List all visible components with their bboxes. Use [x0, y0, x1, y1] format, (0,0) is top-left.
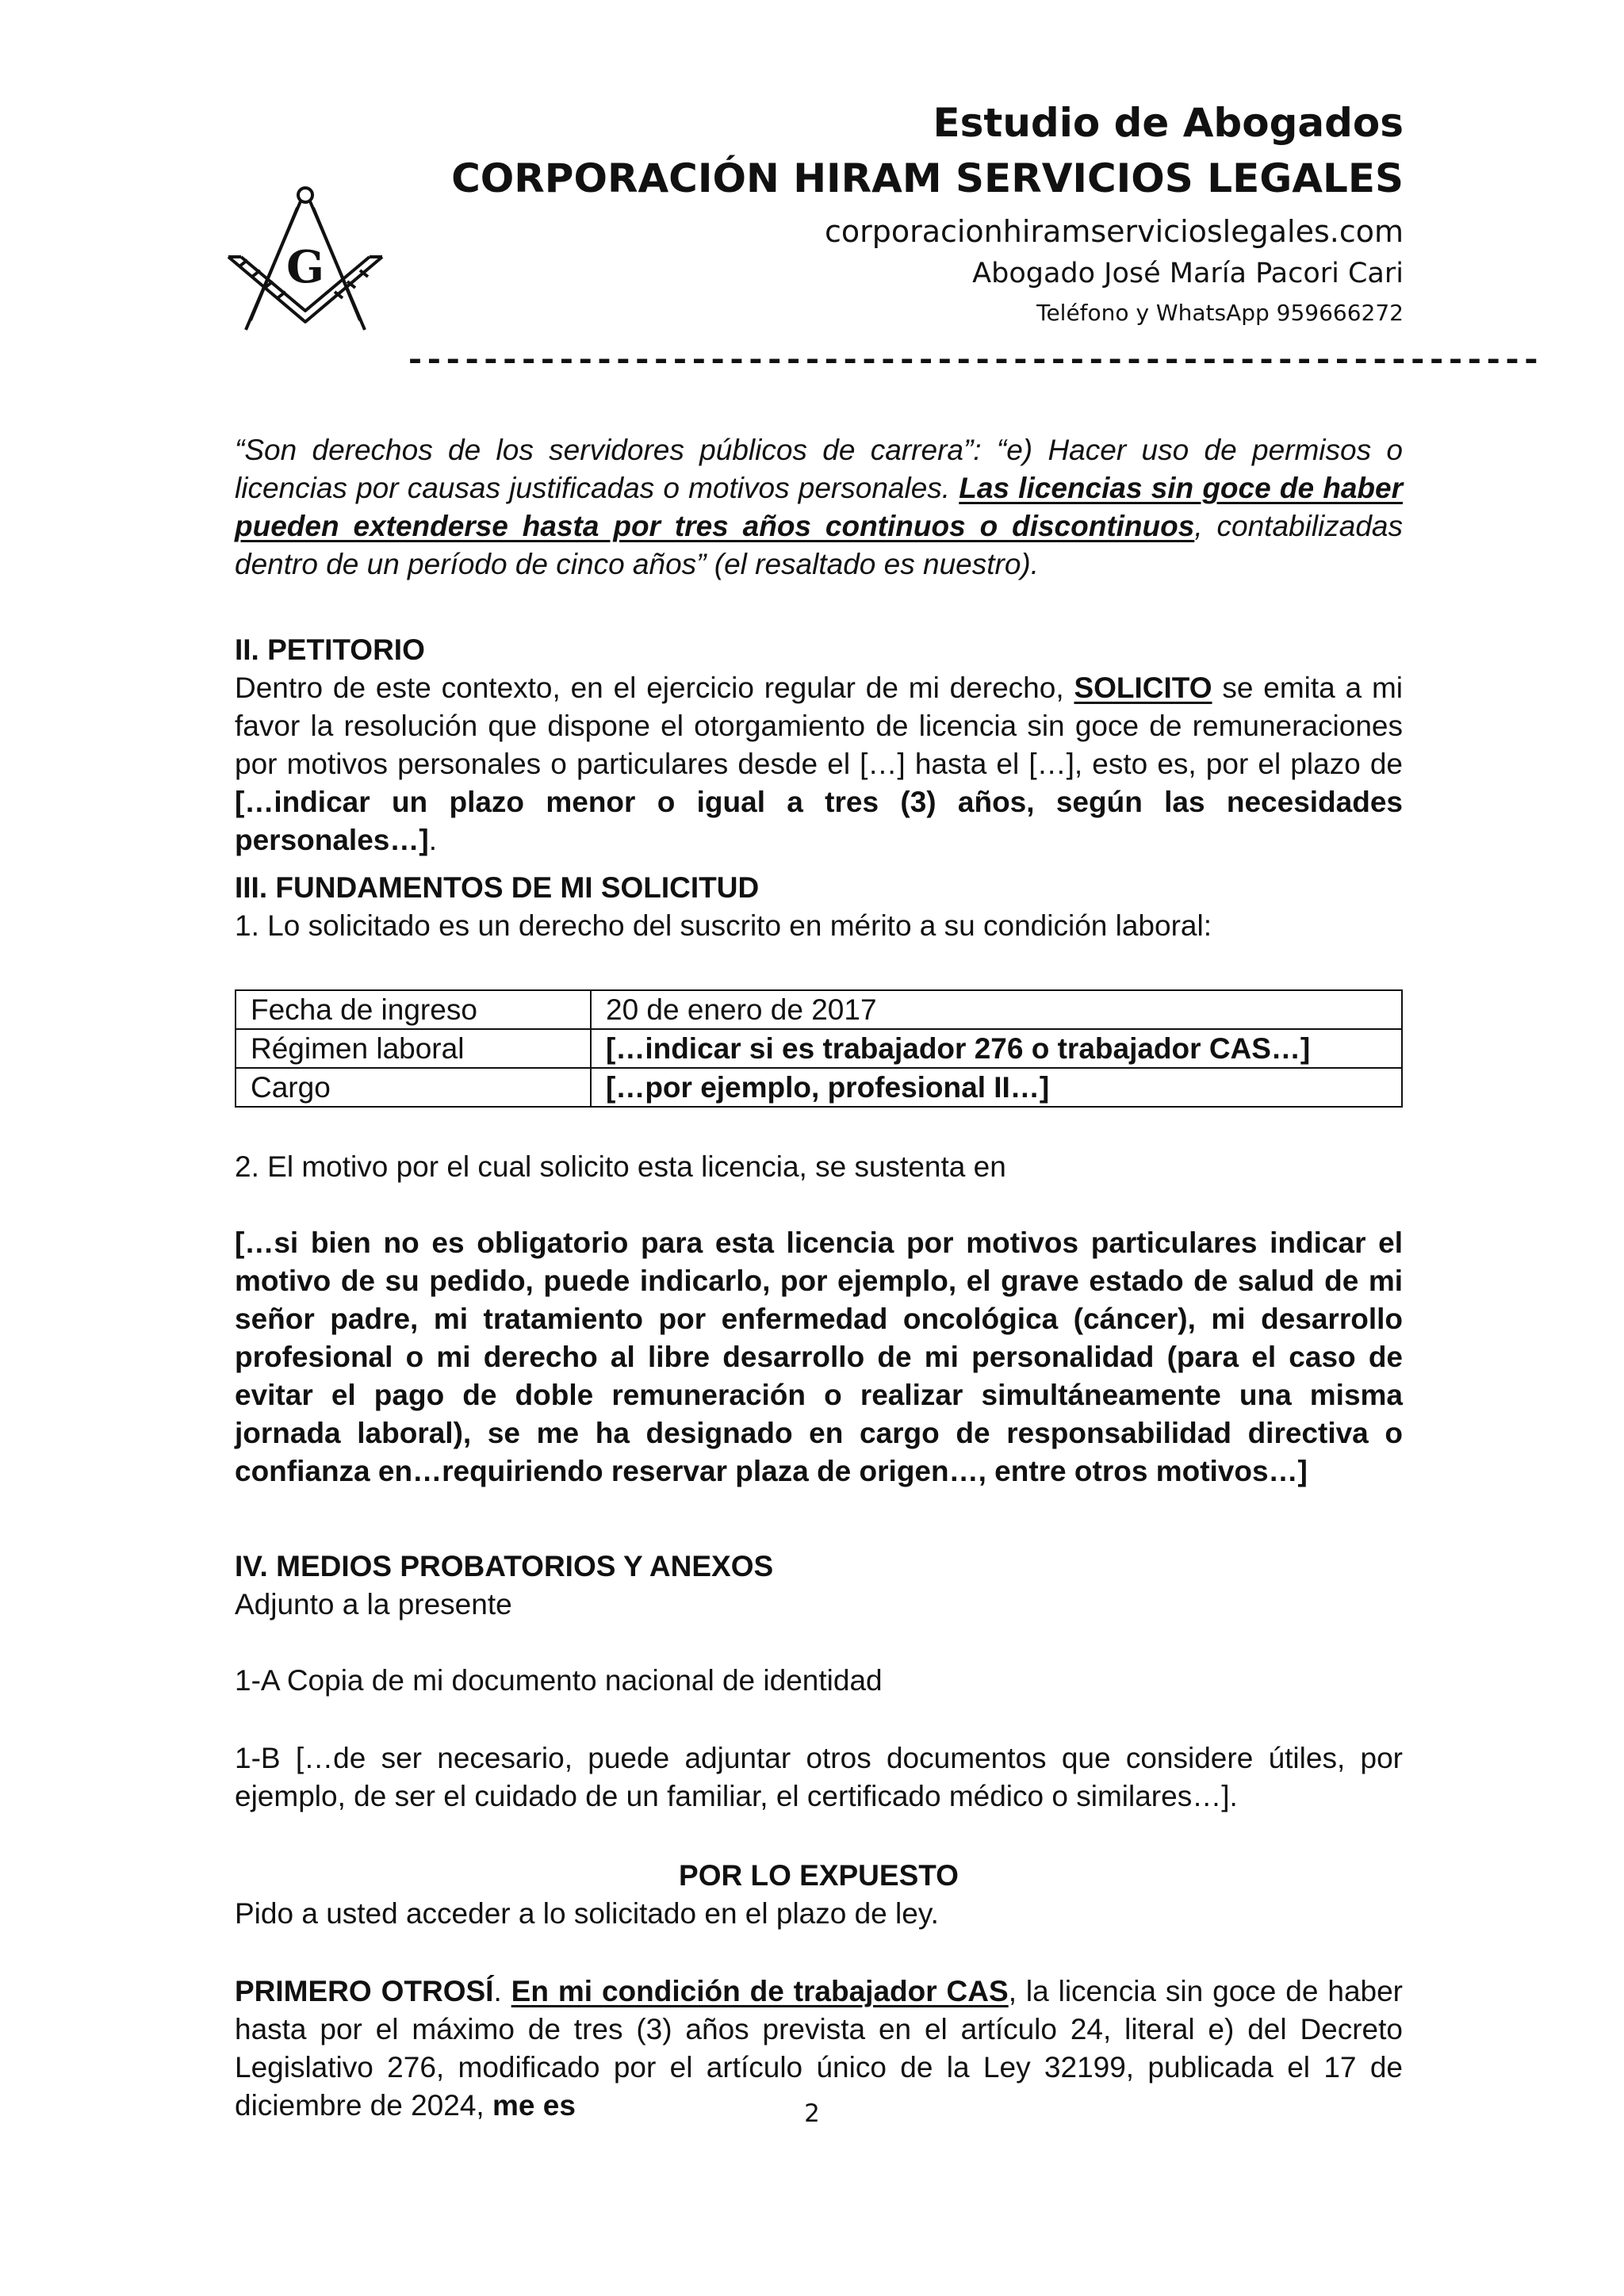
petitorio-section: [235, 631, 1403, 859]
quote-paragraph: [235, 431, 1403, 584]
fundamentos-item-2: 2. El motivo por el cual solicito esta licencia, se sustenta en: [235, 1150, 1006, 1183]
medios-item-b: 1-B […de ser necesario, puede adjuntar otros documentos que considere útiles, por ejemplo, de ser el cuidado de un familiar, el certificado médico o similares…].: [235, 1742, 1403, 1812]
table-cell-label: Régimen laboral: [236, 1029, 591, 1068]
solicito-keyword: SOLICITO: [1074, 672, 1212, 704]
fundamentos-section: [235, 869, 1403, 945]
quote-text-end: , contabilizadas dentro de un período de cinco años” (el resaltado es nuestro).: [235, 510, 1404, 580]
table-row: [236, 990, 1402, 1029]
fundamentos-heading: III. FUNDAMENTOS DE MI SOLICITUD: [235, 871, 760, 904]
otrosi-underlined: En mi condición de trabajador CAS: [511, 1975, 1009, 2007]
table-row: [236, 1068, 1402, 1107]
table-cell-value: […indicar si es trabajador 276 o trabajador CAS…]: [591, 1029, 1402, 1068]
quote-text-start: “Son derechos de los servidores públicos de carrera”: “e) Hacer uso de permisos o licencias por causas justificadas o motivos personales.: [235, 434, 1403, 504]
medios-item-b-block: [235, 1739, 1403, 1816]
otrosi-bold-end: me es: [492, 2089, 576, 2122]
otrosi-text: , la licencia sin goce de haber hasta por el máximo de tres (3) años prevista en el artículo 24, literal e) del Decreto Legislativo 276, modificado por el artículo único de la Ley 32199, publicada el 17 de diciembre de 2024,: [235, 1975, 1404, 2122]
quote-emphasis: Las licencias sin goce de haber pueden extenderse hasta por tres años continuos o discontinuos: [235, 472, 1403, 542]
petitorio-plazo: […indicar un plazo menor o igual a tres (3) años, según las necesidades personales…]: [235, 786, 1403, 856]
header-dashed-rule: ------------------------------------------------------------: [404, 341, 1540, 381]
website-text: corporacionhiramservicioslegales.com: [824, 214, 1404, 249]
medios-section: [235, 1548, 1403, 1624]
employment-info-table: [235, 989, 1403, 1108]
fundamentos-item-1: 1. Lo solicitado es un derecho del suscrito en mérito a su condición laboral:: [235, 909, 1212, 942]
petitorio-text-2: se emita a mi favor la resolución que dispone el otorgamiento de licencia sin goce de remuneraciones por motivos personales o particulares desde el […] hasta el […], esto es, por el plazo de: [235, 672, 1404, 780]
expuesto-heading: POR LO EXPUESTO: [679, 1859, 959, 1892]
phone-text: Teléfono y WhatsApp 959666272: [1036, 300, 1404, 326]
otrosi-label: PRIMERO OTROSÍ: [235, 1975, 494, 2007]
page-number: 2: [804, 2099, 820, 2128]
motivo-block: [235, 1224, 1403, 1490]
lawyer-name: Abogado José María Pacori Cari: [972, 258, 1404, 289]
expuesto-section: [235, 1857, 1403, 1933]
petitorio-end: .: [428, 824, 437, 856]
table-row: [236, 1029, 1402, 1068]
medios-item-a-block: [235, 1662, 1403, 1700]
petitorio-heading: II. PETITORIO: [235, 633, 425, 666]
square-and-compass-logo-icon: [224, 181, 387, 333]
motivo-paragraph: […si bien no es obligatorio para esta licencia por motivos particulares indicar el motivo de su pedido, puede indicarlo, por ejemplo, el grave estado de salud de mi señor padre, mi tratamiento por enfermedad oncológica (cáncer), mi desarrollo profesional o mi derecho al libre desarrollo de mi personalidad (para el caso de evitar el pago de doble remuneración o realizar simultáneamente una misma jornada laboral), se me ha designado en cargo de responsabilidad directiva o confianza en…requiriendo reservar plaza de origen…, entre otros motivos…]: [235, 1226, 1403, 1487]
table-cell-value: 20 de enero de 2017: [591, 990, 1402, 1029]
table-cell-label: Cargo: [236, 1068, 591, 1107]
medios-intro: Adjunto a la presente: [235, 1588, 512, 1621]
medios-heading: IV. MEDIOS PROBATORIOS Y ANEXOS: [235, 1550, 774, 1582]
corporation-name: CORPORACIÓN HIRAM SERVICIOS LEGALES: [451, 155, 1404, 201]
logo-letter: G: [286, 241, 324, 293]
petitorio-text-1: Dentro de este contexto, en el ejercicio regular de mi derecho,: [235, 672, 1074, 704]
expuesto-text: Pido a usted acceder a lo solicitado en el plazo de ley.: [235, 1897, 939, 1930]
table-cell-value: […por ejemplo, profesional II…]: [591, 1068, 1402, 1107]
firm-name: Estudio de Abogados: [933, 100, 1404, 146]
medios-item-a: 1-A Copia de mi documento nacional de identidad: [235, 1664, 883, 1697]
fundamentos-item-2-block: [235, 1148, 1403, 1186]
table-cell-label: Fecha de ingreso: [236, 990, 591, 1029]
otrosi-dot: .: [493, 1975, 511, 2007]
